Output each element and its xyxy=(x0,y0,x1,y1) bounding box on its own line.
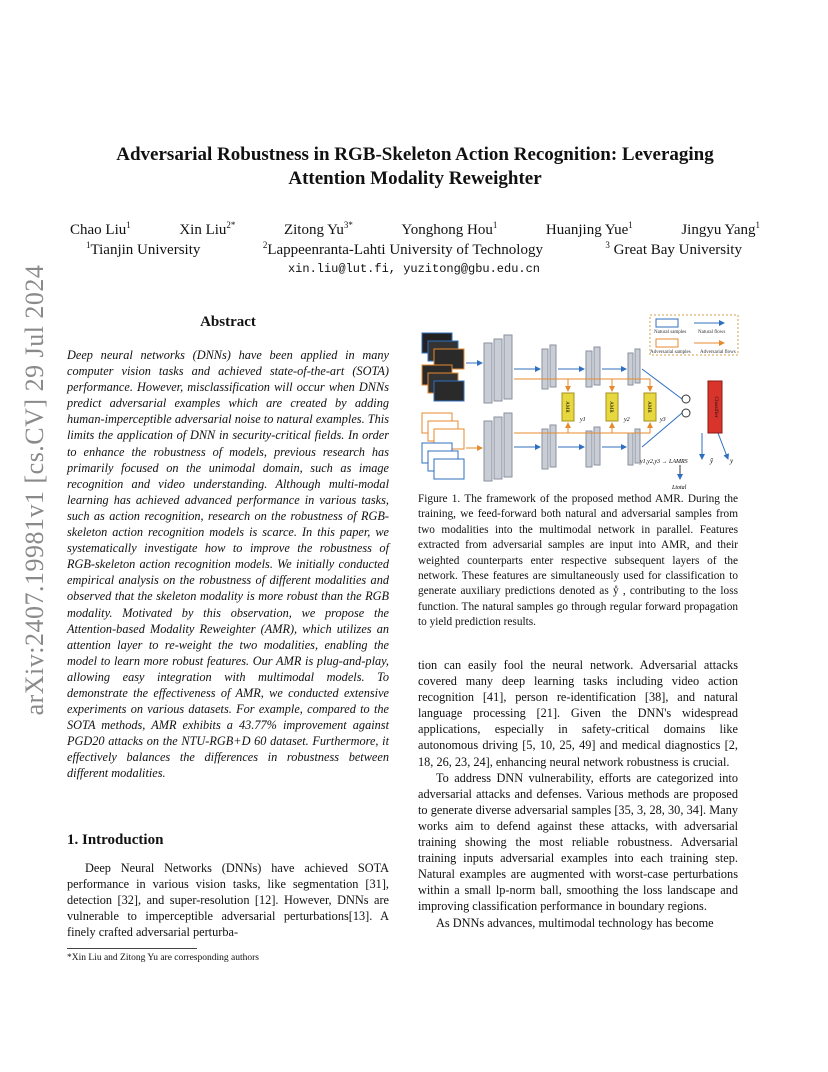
affiliation: $^1$Tianjin University xyxy=(86,240,201,258)
email-addresses: xin.liu@lut.fi, yuzitong@gbu.edu.cn xyxy=(287,262,541,276)
figure-legend xyxy=(650,315,738,355)
amr-label: AMR xyxy=(646,401,651,413)
author: Jingyu Yang$^1$ xyxy=(681,220,760,238)
footnote: *Xin Liu and Zitong Yu are corresponding authors xyxy=(67,953,259,963)
author: Chao Liu$^1$ xyxy=(70,220,131,238)
loss-term: y1,y2,y3 → LAMRS xyxy=(640,459,688,465)
title-line-1: Adversarial Robustness in RGB-Skeleton Action Recognition: Leveraging xyxy=(116,144,714,165)
legend-adversarial-samples: Adversarial samples xyxy=(650,350,691,355)
paragraph: tion can easily fool the neural network. Adversarial attacks covered many deep learning tasks including video action recognition [41], person re-identification [38], and natural language processing [21]. Given the DNN's widespread applications, especially in safety-critical domains like autonomous driving [5, 10, 25, 49] and medical diagnostics [2, 18, 26, 23, 24], enhancing neural network robustness is crucial. xyxy=(418,658,738,769)
paper-title xyxy=(70,143,760,191)
author-list xyxy=(70,220,760,239)
y3-label: y3 xyxy=(660,417,666,423)
footnote-rule xyxy=(67,948,197,949)
paragraph: To address DNN vulnerability, efforts are categorized into adversarial attacks and defenses. Various methods are proposed to generate diverse adversarial samples [35, 3, 28, 30, 34]. Many works aim to defend against these attacks, with adversarial training showing the most reliable robustness. Adversarial training inputs adversarial examples into each training step. Natural examples are augmented with worst-case perturbations within a small lp-norm ball, smoothing the loss landscape and improving classification performance in boundary regions. xyxy=(418,770,738,914)
legend-adversarial-flows: Adversarial flows xyxy=(700,350,736,355)
y-hat-label: ŷ xyxy=(710,457,714,465)
abstract-text: Deep neural networks (DNNs) have been applied in many computer vision tasks and achieved state-of-the-art (SOTA) performance. However, misclassification will occur when DNNs predict adversarial examples which are created by adding human-imperceptible adversarial noise to natural examples. This limits the application of DNN in security-critical fields. In order to enhance the robustness of models, previous research has primarily focused on the unimodal domain, such as image recognition and video understanding. Although multi-modal learning has achieved advanced performance in various tasks, such as action recognition, research on the robustness of RGB-skeleton action recognition models is scarce. In this paper, we systematically investigate how to improve the robustness of RGB-skeleton action recognition models. We initially conducted empirical analysis on the robustness of different modalities and observed that the skeleton modality is more robust than the RGB modality. Motivated by this observation, we propose the Attention-based Modality Reweighter (AMR), which utilizes an attention layer to re-weight the two modalities, enabling the model to learn more robust features. Our AMR is plug-and-play, allowing easy integration with multimodal models. To demonstrate the effectiveness of AMR, we conducted extensive experiments on various datasets. For example, compared to the SOTA methods, AMR exhibits a 43.77% improvement against PGD20 attacks on the NTU-RGB+D 60 dataset. Furthermore, it effectively balances the differences in robustness between different modalities. xyxy=(67,348,389,781)
author: Zitong $Yu^{3*}$ xyxy=(283,220,353,238)
skeleton-input-frames xyxy=(422,413,464,479)
affiliation: $^2$Lappeenranta-Lahti University of Technology xyxy=(262,240,543,258)
amr-blocks xyxy=(562,393,666,423)
figure-caption: Figure 1. The framework of the proposed method AMR. During the training, we feed-forward both natural and adversarial samples from two modalities into the multimodal network in parallel. Features extracted from adversarial samples are input into AMR, and their weighted counterparts enter respective subsequent layers of the network. These features are simultaneously used for classification to generate auxiliary predictions denoted as ẙ , contributing to the loss function. The natural samples go through regular forward propagation to yield prediction results. xyxy=(418,493,738,629)
amr-label: AMR xyxy=(608,401,613,413)
y1-label: y1 xyxy=(580,417,586,423)
arxiv-stamp: arXiv:2407.19981v1 [cs.CV] 29 Jul 2024 xyxy=(20,264,49,716)
affiliation-list xyxy=(86,240,742,259)
l-total-label: Ltotal xyxy=(672,485,687,491)
amr-label: AMR xyxy=(564,401,569,413)
framework-figure xyxy=(418,313,742,493)
author: Huanjing Yue$^1$ xyxy=(545,220,633,238)
y2-label: y2 xyxy=(624,417,630,423)
title-line-2: Attention Modality Reweighter xyxy=(288,168,542,189)
rgb-input-frames xyxy=(422,333,464,401)
classifier-label: Classifier xyxy=(713,396,719,418)
author: Xin Liu$^{2*}$ xyxy=(179,220,236,238)
intro-heading: 1. Introduction xyxy=(67,832,164,848)
paragraph: As DNNs advances, multimodal technology has become xyxy=(436,915,714,930)
author: Yonghong Hou$^1$ xyxy=(401,220,498,238)
y-label: y xyxy=(730,457,734,465)
abstract-heading: Abstract xyxy=(200,314,256,330)
legend-natural-samples: Natural samples xyxy=(654,330,687,335)
right-column-body xyxy=(418,657,738,931)
intro-text: Deep Neural Networks (DNNs) have achieved SOTA performance in various vision tasks, like segmentation [31], detection [32], and super-resolution [12]. However, DNNs are vulnerable to imperceptible adversarial perturbations[13]. A finely crafted adversarial perturba- xyxy=(67,861,389,940)
fusion-nodes xyxy=(682,395,690,417)
legend-natural-flows: Natural flows xyxy=(698,330,726,335)
affiliation: $^3$ Great Bay University xyxy=(605,240,742,258)
